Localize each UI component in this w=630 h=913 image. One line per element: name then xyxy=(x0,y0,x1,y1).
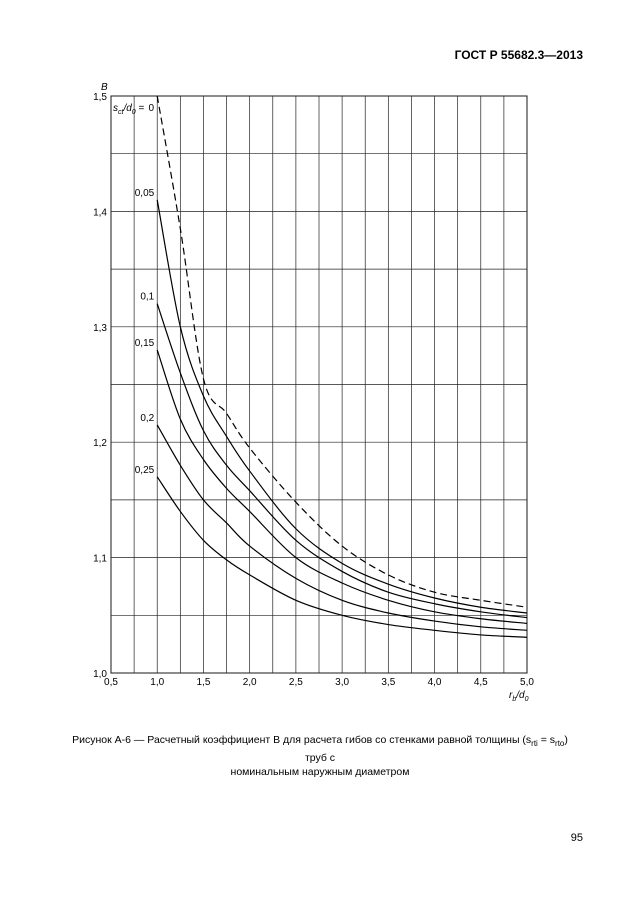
figure-caption xyxy=(70,733,570,779)
caption-line-2: номинальным наружным диаметром xyxy=(230,766,410,779)
series-label: 0,1 xyxy=(140,291,155,303)
y-tick-label: 1,3 xyxy=(93,322,107,334)
x-tick-label: 1,5 xyxy=(196,677,211,688)
x-tick-label: 5,0 xyxy=(520,677,534,688)
x-axis-label: $r_b/d_0$ xyxy=(509,690,529,703)
y-axis-label: B xyxy=(101,82,108,93)
y-tick-label: 1,2 xyxy=(93,438,107,450)
chart-grid xyxy=(111,96,527,673)
x-tick-label: 3,0 xyxy=(335,677,350,688)
series-label: 0,2 xyxy=(140,412,155,424)
y-tick-label: 1,4 xyxy=(93,207,107,219)
series-label: 0,05 xyxy=(134,187,155,199)
y-tick-label: 1,0 xyxy=(93,669,107,680)
chart-series xyxy=(135,96,527,637)
x-tick-label: 2,0 xyxy=(242,677,257,688)
series-label: 0 xyxy=(148,103,154,114)
x-tick-label: 3,5 xyxy=(381,677,396,688)
x-tick-label: 2,5 xyxy=(288,677,303,688)
x-tick-label: 1,0 xyxy=(150,677,165,688)
y-tick-label: 1,1 xyxy=(93,553,107,565)
series-label: 0,25 xyxy=(134,464,155,476)
x-tick-label: 0,5 xyxy=(104,677,118,688)
parameter-label: $s_{ct}/d_0$ = xyxy=(113,103,145,116)
x-tick-label: 4,0 xyxy=(427,677,442,688)
page-number: 95 xyxy=(570,832,583,844)
y-tick-label: 1,5 xyxy=(93,92,107,103)
series-label: 0,15 xyxy=(134,337,155,349)
x-tick-label: 4,5 xyxy=(473,677,488,688)
standard-header: ГОСТ Р 55682.3—2013 xyxy=(454,48,583,62)
caption-line-1: Рисунок А-6 — Расчетный коэффициент B для расчета гибов со стенками равной толщины $(s_{rti} = s_{rto})$ труб с xyxy=(72,734,568,765)
